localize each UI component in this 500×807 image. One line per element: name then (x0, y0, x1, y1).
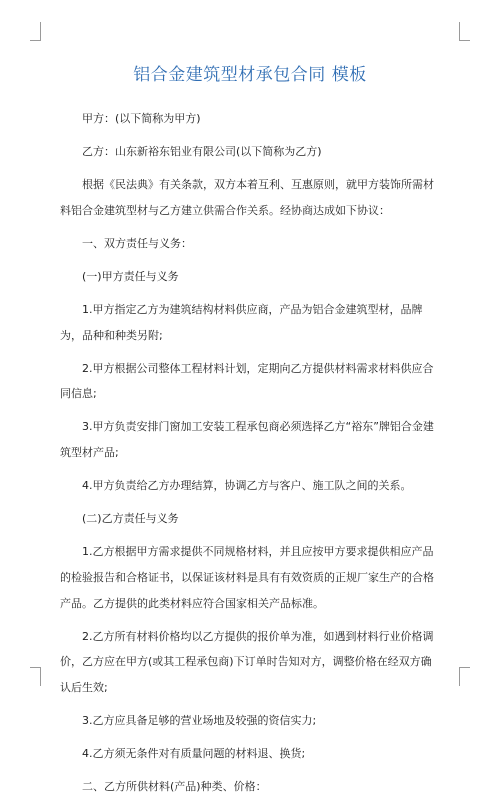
crop-mark-bottom-right (459, 667, 470, 686)
clause-b-1: 1.乙方根据甲方需求提供不同规格材料，并且应按甲方要求提供相应产品的检验报告和合格证书，以保证该材料是具有有效资质的正规厂家生产的合格产品。乙方提供的此类材料应符合国家相关产品标准。 (60, 545, 434, 610)
document-body (60, 106, 442, 807)
clause-a-1: 1.甲方指定乙方为建筑结构材料供应商，产品为铝合金建筑型材，品牌为，品种和种类另附; (60, 302, 423, 342)
party-a-line: 甲方：(以下简称为甲方) (82, 112, 201, 125)
document-title: 铝合金建筑型材承包合同 模板 (133, 65, 367, 85)
clause-b-3: 3.乙方应具备足够的营业场地及较强的资信实力; (82, 714, 317, 728)
clause-b-4: 4.乙方须无条件对有质量问题的材料退、换货; (82, 747, 306, 761)
subsection-heading-party-b: (二)乙方责任与义务 (82, 512, 179, 526)
subsection-heading-party-a: (一)甲方责任与义务 (82, 269, 179, 283)
crop-mark-top-right (459, 22, 470, 41)
crop-mark-top-left (30, 22, 41, 41)
section-heading-2: 二、乙方所供材料(产品)种类、价格： (82, 780, 267, 794)
section-heading-1: 一、双方责任与义务： (82, 236, 192, 250)
party-b-line: 乙方：山东新裕东铝业有限公司(以下简称为乙方) (82, 144, 322, 158)
clause-a-4: 4.甲方负责给乙方办理结算，协调乙方与客户、施工队之间的关系。 (82, 479, 412, 493)
crop-mark-bottom-left (30, 667, 41, 686)
clause-b-2: 2.乙方所有材料价格均以乙方提供的报价单为准，如遇到材料行业价格调价，乙方应在甲方(或其工程承包商)下订单时告知对方，调整价格在经双方确认后生效; (60, 629, 434, 695)
clause-a-3: 3.甲方负责安排门窗加工安装工程承包商必须选择乙方“裕东”牌铝合金建筑型材产品; (60, 420, 434, 460)
clause-a-2: 2.甲方根据公司整体工程材料计划，定期向乙方提供材料需求材料供应合同信息; (60, 361, 434, 401)
preamble-paragraph: 根据《民法典》有关条款，双方本着互利、互惠原则，就甲方装饰所需材料铝合金建筑型材与乙方建立供需合作关系。经协商达成如下协议： (60, 177, 434, 217)
